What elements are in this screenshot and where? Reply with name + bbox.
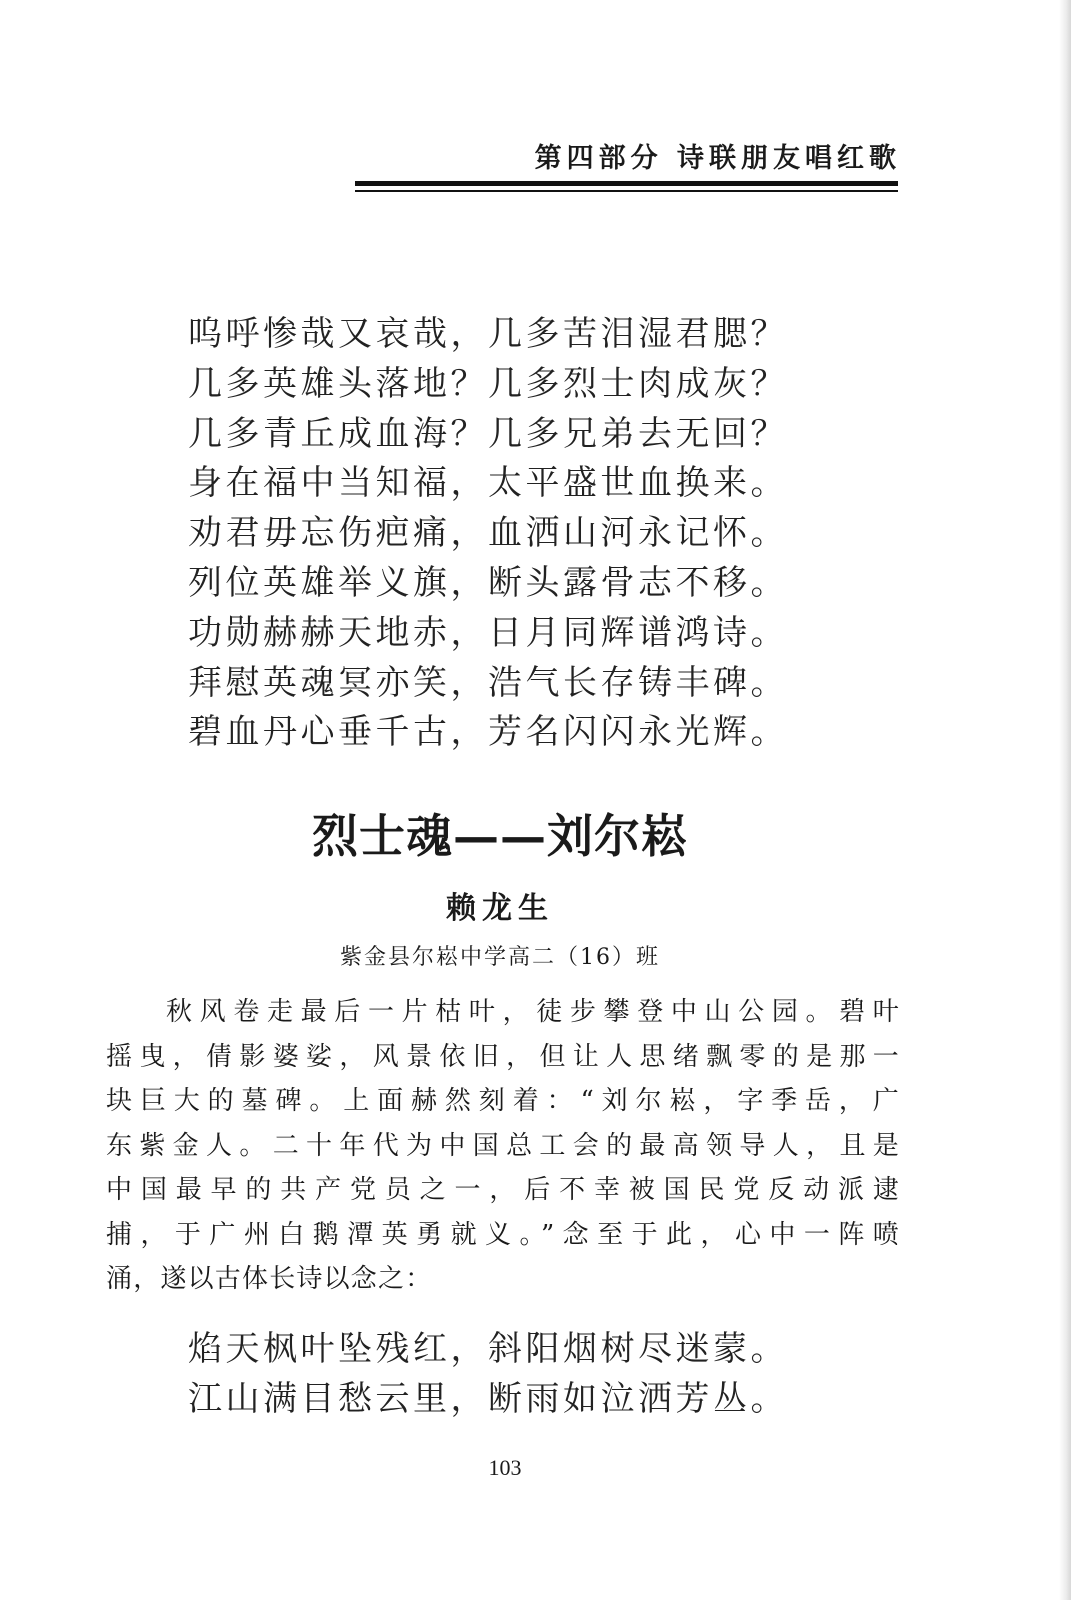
prose-line: 涌，遂以古体长诗以念之： (106, 1264, 433, 1294)
header-rule-thin (355, 190, 898, 192)
prose-line: 摇曳，倩影婆娑，风景依旧，但让人思绪飘零的是那一 (106, 1041, 900, 1072)
poem-continued (188, 310, 788, 758)
page-number: 103 (488, 1455, 522, 1480)
article-author: 赖龙生 (446, 891, 554, 926)
poem-opening (188, 1325, 788, 1425)
poem-line: 功勋赫赫天地赤，日月同辉谱鸿诗。 (188, 612, 788, 653)
running-head: 第四部分 诗联朋友唱红歌 (534, 143, 901, 174)
poem-line: 列位英雄举义旗，断头露骨志不移。 (188, 562, 788, 603)
prose-line: 捕，于广州白鹅潭英勇就义。”念至于此，心中一阵喷 (106, 1219, 900, 1250)
author-affiliation: 紫金县尔崧中学高二（16）班 (340, 945, 660, 970)
prose-line: 中国最早的共产党员之一，后不幸被国民党反动派逮 (106, 1175, 900, 1205)
poem-line: 劝君毋忘伤疤痛，血洒山河永记怀。 (188, 513, 788, 554)
article-title: 烈士魂——刘尔崧 (312, 809, 688, 863)
prose-line: 秋风卷走最后一片枯叶，徒步攀登中山公园。碧叶 (166, 997, 900, 1027)
poem-line: 焰天枫叶坠残红，斜阳烟树尽迷蒙。 (188, 1329, 788, 1369)
poem-line: 呜呼惨哉又哀哉，几多苦泪湿君腮？ (188, 314, 788, 354)
poem-line: 几多青丘成血海？几多兄弟去无回？ (188, 413, 788, 454)
prose-line: 块巨大的墓碑。上面赫然刻着：“刘尔崧，字季岳，广 (106, 1086, 900, 1116)
poem-line: 碧血丹心垂千古，芳名闪闪永光辉。 (188, 712, 788, 753)
poem-line: 江山满目愁云里，断雨如泣洒芳丛。 (188, 1378, 788, 1419)
poem-line: 拜慰英魂冥亦笑，浩气长存铸丰碑。 (188, 662, 788, 703)
header-rule-thick (355, 181, 898, 186)
poem-line: 身在福中当知福，太平盛世血换来。 (188, 463, 788, 504)
prose-line: 东紫金人。二十年代为中国总工会的最高领导人，且是 (106, 1130, 900, 1161)
page-edge-shadow (1059, 0, 1071, 1600)
poem-line: 几多英雄头落地？几多烈士肉成灰？ (188, 363, 788, 404)
prose-paragraph (106, 990, 900, 1302)
